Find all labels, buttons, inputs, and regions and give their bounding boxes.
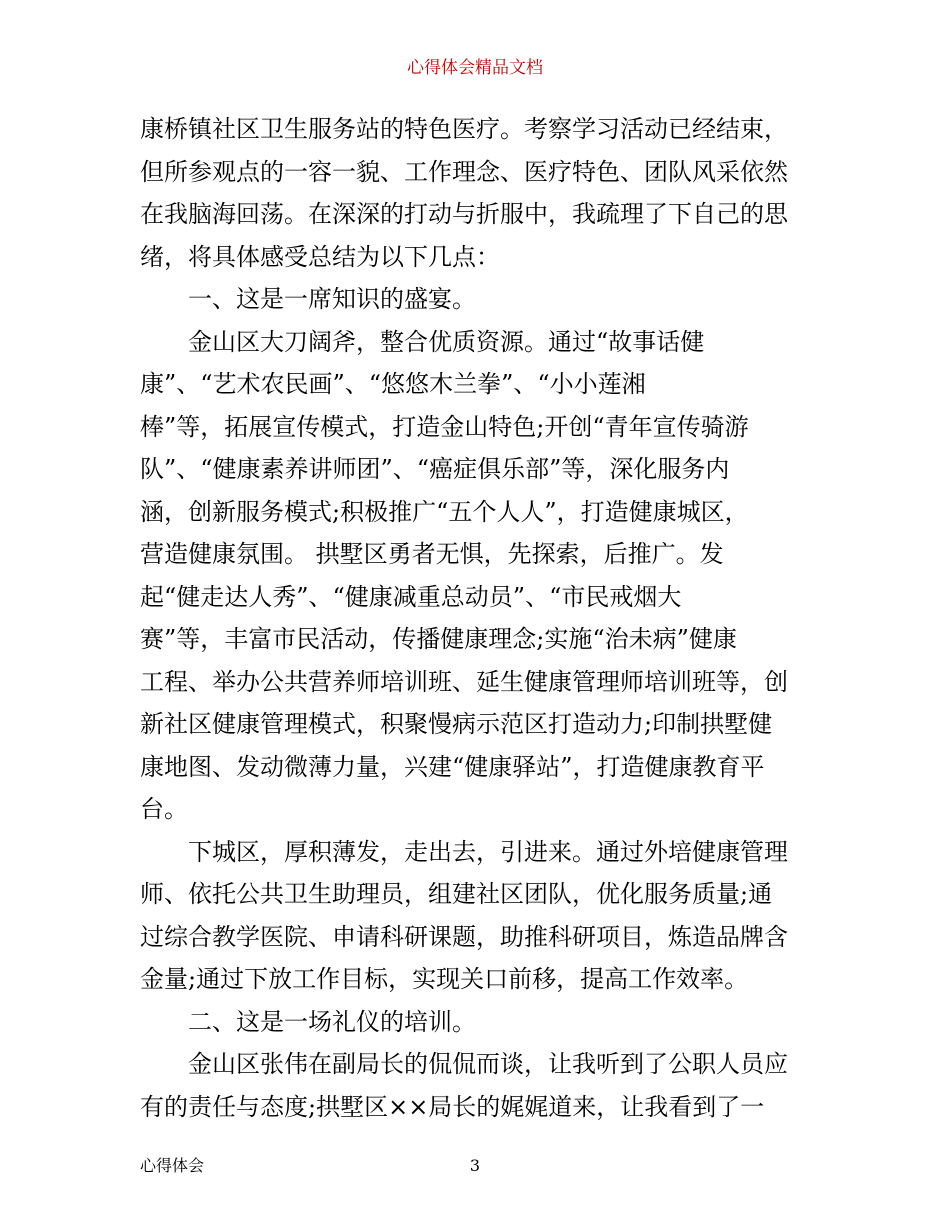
body-line: 赛”等，丰富市民活动，传播健康理念;实施“治未病”健康 (140, 625, 737, 653)
body-line: 队”、“健康素养讲师团”、“癌症俱乐部”等，深化服务内 (140, 455, 730, 483)
body-line: 新社区健康管理模式，积聚慢病示范区打造动力;印制拱墅健 (140, 710, 773, 738)
body-line: 过综合教学医院、申请科研课题，助推科研项目，炼造品牌含 (140, 922, 788, 951)
page-header-title: 心得体会精品文档 (407, 58, 543, 78)
body-line: 工程、举办公共营养师培训班、延生健康管理师培训班等，创 (140, 667, 788, 696)
body-line: 金山区大刀阔斧，整合优质资源。通过“故事话健 (188, 327, 705, 356)
body-line: 涵，创新服务模式;积极推广“五个人人”，打造健康城区， (140, 497, 749, 526)
body-line: 绪，将具体感受总结为以下几点： (140, 242, 500, 271)
body-line: 台。 (140, 795, 188, 823)
section-heading-2: 二、这是一场礼仪的培训。 (188, 1007, 476, 1036)
footer-label: 心得体会 (140, 1156, 205, 1175)
body-line: 金山区张伟在副局长的侃侃而谈，让我听到了公职人员应 (188, 1050, 788, 1078)
body-line: 康”、“艺术农民画”、“悠悠木兰拳”、“小小莲湘 (140, 370, 646, 398)
body-line: 营造健康氛围。 拱墅区勇者无惧，先探索，后推广。发 (140, 540, 724, 568)
body-line: 下城区，厚积薄发，走出去，引进来。通过外培健康管理 (188, 837, 788, 866)
body-line: 康桥镇社区卫生服务站的特色医疗。考察学习活动已经结束， (140, 115, 788, 143)
section-heading-1: 一、这是一席知识的盛宴。 (188, 285, 476, 313)
body-line: 起“健走达人秀”、“健康减重总动员”、“市民戒烟大 (140, 582, 682, 611)
body-line: 金量;通过下放工作目标，实现关口前移，提高工作效率。 (140, 965, 749, 993)
body-line: 棒”等，拓展宣传模式，打造金山特色;开创“青年宣传骑游 (140, 412, 749, 441)
body-line: 有的责任与态度;拱墅区××局长的娓娓道来，让我看到了一 (140, 1092, 765, 1121)
body-line: 康地图、发动微薄力量，兴建“健康驿站”，打造健康教育平 (140, 752, 765, 781)
body-line: 在我脑海回荡。在深深的打动与折服中，我疏理了下自己的思 (140, 200, 788, 228)
body-line: 但所参观点的一容一貌、工作理念、医疗特色、团队风采依然 (140, 157, 788, 186)
document-body (140, 108, 812, 1128)
body-line: 师、依托公共卫生助理员，组建社区团队，优化服务质量;通 (140, 880, 773, 908)
page-number: 3 (469, 1156, 481, 1175)
